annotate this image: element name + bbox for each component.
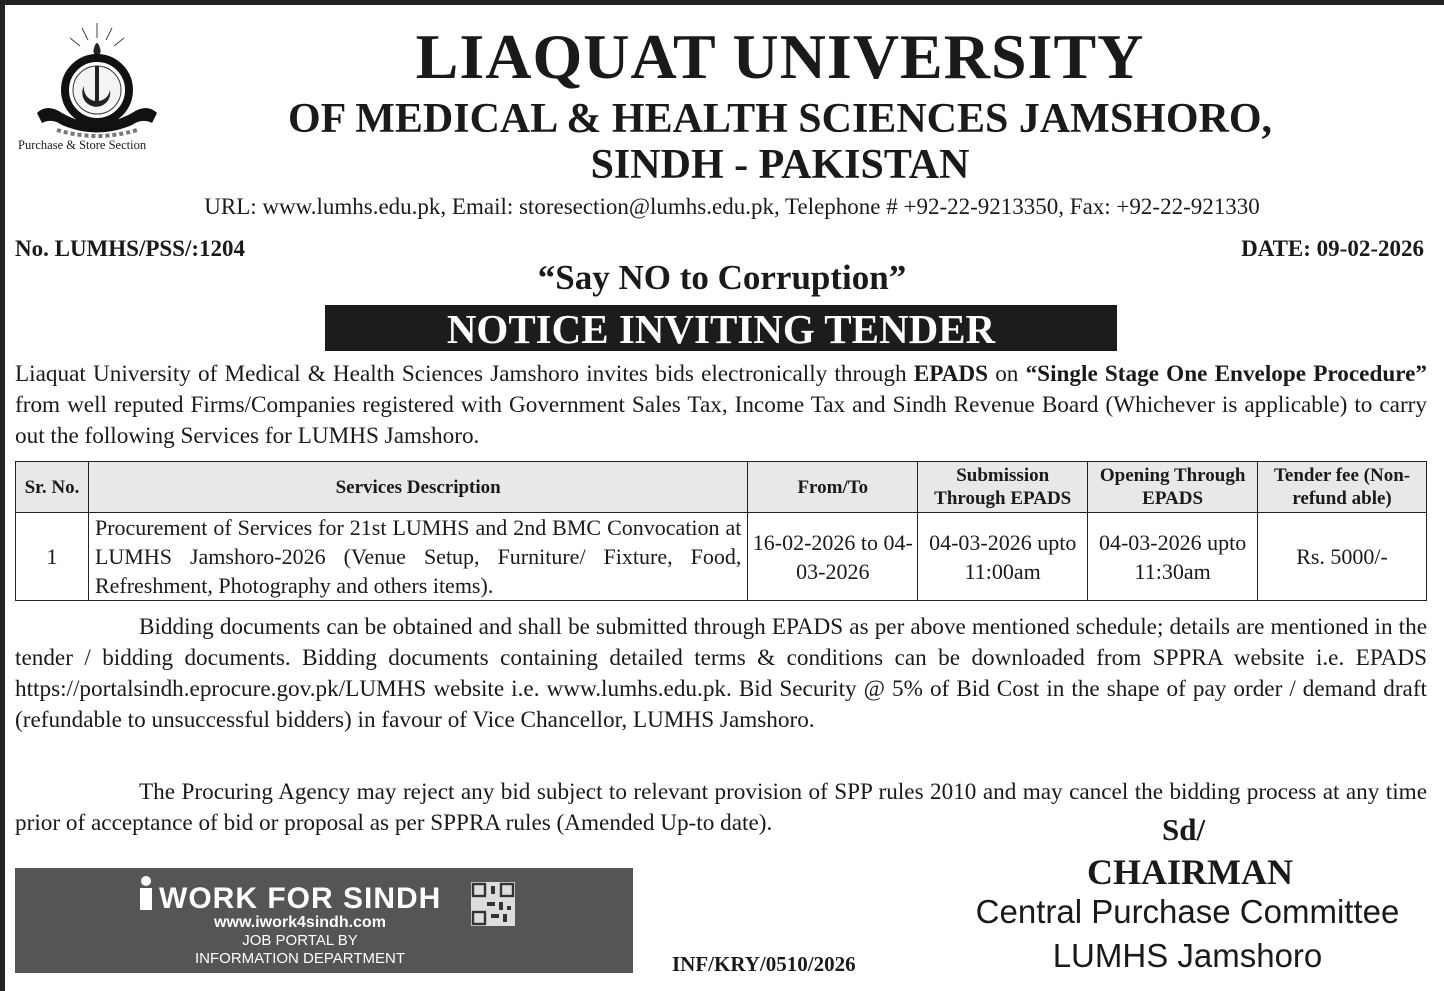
intro-paragraph bbox=[15, 359, 1427, 452]
notice-date: DATE: 09-02-2026 bbox=[1241, 236, 1424, 261]
header-tender-fee: Tender fee (Non-refund able) bbox=[1258, 462, 1427, 513]
rejection-text: The Procuring Agency may reject any bid subject to relevant provision of SPP rules 2010 and may cancel the bidding process at any time prior of acceptance of bid or proposal as per SPPRA rules (Amended Up-to date). bbox=[15, 779, 1427, 836]
contact-line: URL: www.lumhs.edu.pk, Email: storesection@lumhs.edu.pk, Telephone # +92-22-9213350, Fax: +92-22-921330 bbox=[204, 194, 1260, 219]
header-sr-no: Sr. No. bbox=[16, 462, 89, 513]
tender-table bbox=[15, 461, 1427, 601]
university-logo bbox=[22, 18, 172, 148]
cell-description: Procurement of Services for 21st LUMHS and 2nd BMC Convocation at LUMHS Jamshoro-2026 (Venue Setup, Furniture/ Fixture, Food, Refreshment, Photography and others items). bbox=[88, 513, 747, 601]
cell-fee: Rs. 5000/- bbox=[1258, 513, 1427, 601]
title-line-2: OF MEDICAL & HEALTH SCIENCES JAMSHORO, bbox=[287, 96, 1273, 142]
qr-code-icon bbox=[471, 882, 515, 926]
cell-submission: 04-03-2026 upto 11:00am bbox=[918, 513, 1088, 601]
banner-line-1: JOB PORTAL BY bbox=[242, 932, 358, 949]
banner-title: WORK FOR SINDH bbox=[159, 882, 442, 915]
intro-procedure: “Single Stage One Envelope Procedure” bbox=[1025, 361, 1427, 387]
banner-line-2: INFORMATION DEPARTMENT bbox=[195, 950, 405, 967]
title-line-3: SINDH - PAKISTAN bbox=[590, 142, 970, 188]
i-logo-icon bbox=[137, 876, 155, 912]
header-opening: Opening Through EPADS bbox=[1088, 462, 1258, 513]
iwork-for-sindh-banner bbox=[15, 868, 633, 973]
title-line-1: LIAQUAT UNIVERSITY bbox=[415, 21, 1145, 92]
reference-number: No. LUMHS/PSS/:1204 bbox=[15, 236, 246, 261]
intro-text-c: on bbox=[988, 361, 1026, 387]
header-from-to: From/To bbox=[748, 462, 918, 513]
bidding-paragraph bbox=[15, 612, 1427, 736]
notice-title-banner: NOTICE INVITING TENDER bbox=[325, 305, 1117, 351]
inf-code: INF/KRY/0510/2026 bbox=[672, 952, 856, 976]
cell-opening: 04-03-2026 upto 11:30am bbox=[1088, 513, 1258, 601]
rejection-paragraph bbox=[15, 777, 1427, 839]
signature-sd: Sd/ bbox=[1162, 812, 1206, 847]
header-submission: Submission Through EPADS bbox=[918, 462, 1088, 513]
signatory-designation: CHAIRMAN bbox=[1087, 852, 1293, 892]
header-description: Services Description bbox=[88, 462, 747, 513]
banner-url: www.iwork4sindh.com bbox=[214, 914, 386, 931]
bidding-text: Bidding documents can be obtained and shall be submitted through EPADS as per above mentioned schedule; details are mentioned in the tender / bidding documents. Bidding documents containing detailed terms & conditions can be downloaded from SPPRA website i.e. EPADS https://portalsindh.eprocure.gov.pk/LUMHS website i.e. www.lumhs.edu.pk. Bid Security @ 5% of Bid Cost in the shape of pay order / demand draft (refundable to unsuccessful bidders) in favour of Vice Chancellor, LUMHS Jamshoro. bbox=[15, 614, 1427, 733]
logo-caption: Purchase & Store Section bbox=[18, 138, 147, 152]
signatory-organization: LUMHS Jamshoro bbox=[1052, 937, 1323, 974]
slogan: “Say NO to Corruption” bbox=[537, 258, 907, 297]
cell-from-to: 16-02-2026 to 04-03-2026 bbox=[748, 513, 918, 601]
cell-sr: 1 bbox=[16, 513, 89, 601]
table-header-row bbox=[16, 462, 1427, 513]
intro-text-e: from well reputed Firms/Companies registered with Government Sales Tax, Income Tax and Sindh Revenue Board (Whichever is applicable) to carry out the following Services for LUMHS Jamshoro. bbox=[15, 392, 1427, 449]
intro-epads: EPADS bbox=[913, 361, 989, 387]
signatory-committee: Central Purchase Committee bbox=[975, 893, 1400, 930]
table-row bbox=[16, 513, 1427, 601]
intro-text-a: Liaquat University of Medical & Health Sciences Jamshoro invites bids electronically through bbox=[15, 361, 914, 387]
